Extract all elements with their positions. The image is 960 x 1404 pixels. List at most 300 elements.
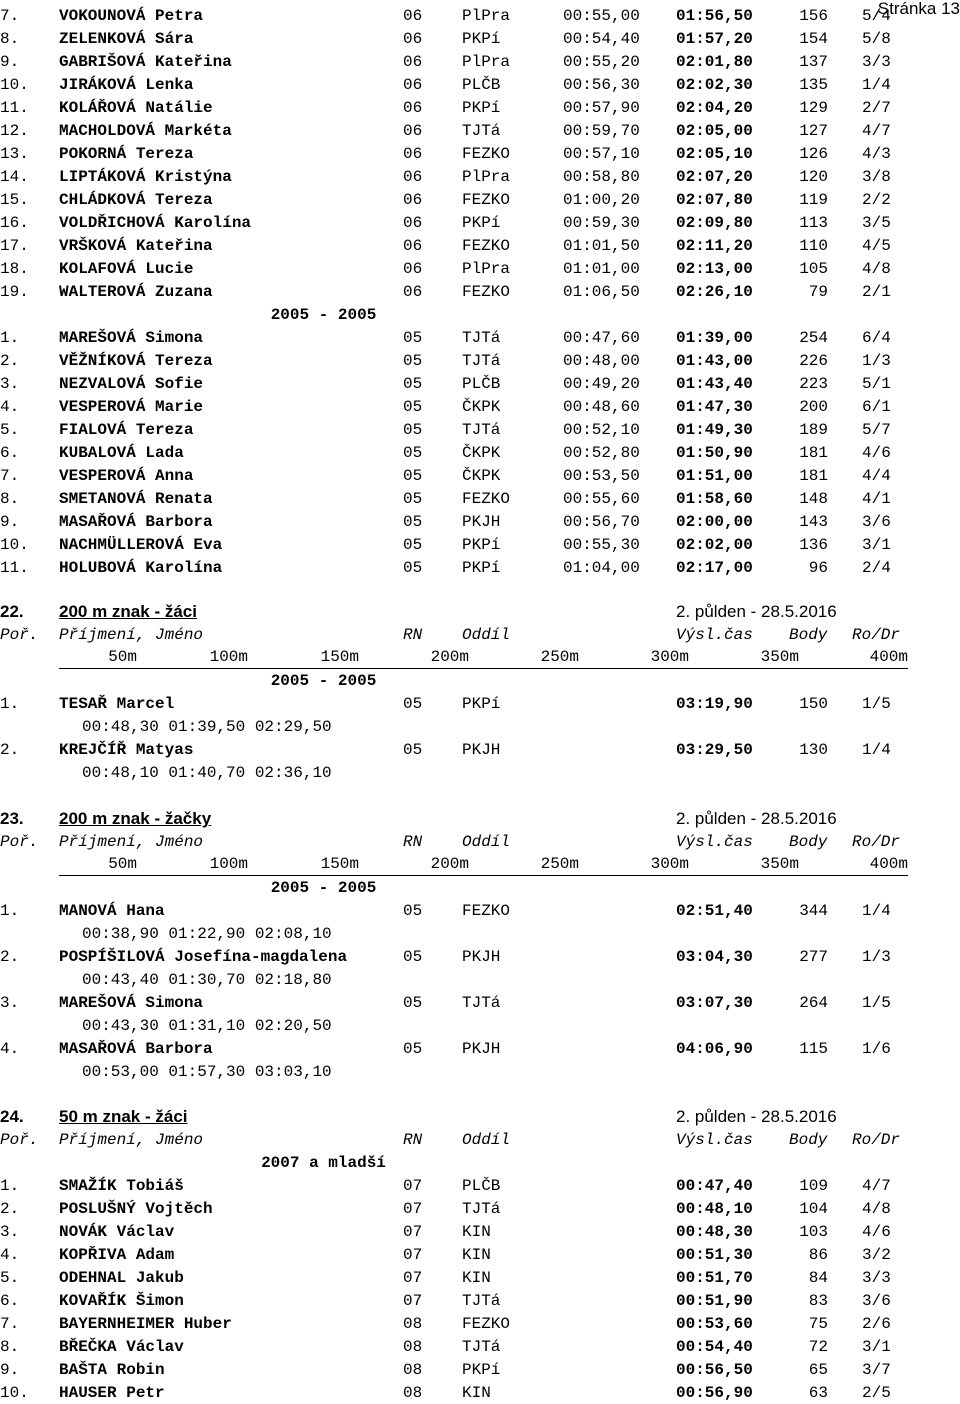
- heat-lane: 4/3: [862, 145, 891, 163]
- category-heading: 2005 - 2005: [270, 306, 377, 324]
- swimmer-name: WALTEROVÁ Zuzana: [59, 283, 213, 301]
- rank: 1.: [0, 329, 20, 347]
- club: PKPí: [462, 214, 501, 232]
- club: KIN: [462, 1246, 491, 1264]
- distance-label: 150m: [320, 648, 359, 666]
- swimmer-name: SMETANOVÁ Renata: [59, 490, 213, 508]
- result-time: 01:43,40: [676, 375, 753, 393]
- club: PKPí: [462, 30, 501, 48]
- swimmer-name: POSPÍŠILOVÁ Josefína-magdalena: [59, 948, 348, 966]
- swimmer-name: GABRIŠOVÁ Kateřina: [59, 53, 232, 71]
- split-time: 00:48,60: [563, 398, 640, 416]
- points: 109: [799, 1177, 828, 1195]
- points: 110: [799, 237, 828, 255]
- rank: 8.: [0, 1338, 20, 1356]
- event-number: 24.: [0, 1107, 24, 1126]
- birth-year: 05: [403, 329, 423, 347]
- club: PlPra: [462, 53, 511, 71]
- birth-year: 06: [403, 191, 423, 209]
- header-rank: Poř.: [0, 1131, 39, 1149]
- result-time: 00:51,90: [676, 1292, 753, 1310]
- header-club: Oddíl: [462, 833, 511, 851]
- heat-lane: 1/3: [862, 948, 891, 966]
- club: PLČB: [462, 76, 501, 94]
- result-time: 02:51,40: [676, 902, 753, 920]
- heat-lane: 4/6: [862, 444, 891, 462]
- birth-year: 08: [403, 1384, 423, 1402]
- heat-lane: 5/7: [862, 421, 891, 439]
- heat-lane: 1/5: [862, 994, 891, 1012]
- club: PlPra: [462, 7, 511, 25]
- club: FEZKO: [462, 283, 511, 301]
- club: PKJH: [462, 741, 501, 759]
- birth-year: 05: [403, 536, 423, 554]
- points: 84: [808, 1269, 828, 1287]
- points: 264: [799, 994, 828, 1012]
- swimmer-name: MAREŠOVÁ Simona: [59, 329, 204, 347]
- heat-lane: 3/1: [862, 536, 891, 554]
- birth-year: 06: [403, 168, 423, 186]
- rank: 14.: [0, 168, 29, 186]
- club: KIN: [462, 1269, 491, 1287]
- rank: 8.: [0, 30, 20, 48]
- club: PKPí: [462, 1361, 501, 1379]
- split-time: 00:59,30: [563, 214, 640, 232]
- birth-year: 07: [403, 1177, 423, 1195]
- distance-label: 350m: [760, 855, 799, 873]
- result-time: 00:54,40: [676, 1338, 753, 1356]
- heat-lane: 5/4: [862, 7, 891, 25]
- heat-lane: 6/1: [862, 398, 891, 416]
- points: 120: [799, 168, 828, 186]
- distance-label: 400m: [869, 855, 908, 873]
- birth-year: 06: [403, 260, 423, 278]
- birth-year: 05: [403, 695, 423, 713]
- split-time: 00:56,70: [563, 513, 640, 531]
- club: TJTá: [462, 1200, 501, 1218]
- result-time: 02:01,80: [676, 53, 753, 71]
- club: KIN: [462, 1384, 491, 1402]
- club: FEZKO: [462, 1315, 511, 1333]
- points: 105: [799, 260, 828, 278]
- club: PlPra: [462, 168, 511, 186]
- heat-lane: 3/8: [862, 168, 891, 186]
- club: PLČB: [462, 1177, 501, 1195]
- rank: 5.: [0, 421, 20, 439]
- event-number: 22.: [0, 602, 24, 621]
- result-time: 02:09,80: [676, 214, 753, 232]
- club: FEZKO: [462, 902, 511, 920]
- distance-label: 50m: [108, 648, 137, 666]
- page-label: Stránka 13: [877, 0, 960, 18]
- swimmer-name: KOVAŘÍK Šimon: [59, 1292, 184, 1310]
- swimmer-name: NOVÁK Václav: [59, 1223, 175, 1241]
- rank: 10.: [0, 76, 29, 94]
- birth-year: 05: [403, 513, 423, 531]
- event-title: 200 m znak - žáci: [59, 602, 197, 621]
- result-time: 01:57,20: [676, 30, 753, 48]
- points: 63: [808, 1384, 828, 1402]
- result-time: 03:29,50: [676, 741, 753, 759]
- split-time: 00:49,20: [563, 375, 640, 393]
- swimmer-name: KREJČÍŘ Matyas: [59, 741, 194, 759]
- distance-label: 300m: [650, 855, 689, 873]
- points: 189: [799, 421, 828, 439]
- points: 119: [799, 191, 828, 209]
- club: FEZKO: [462, 490, 511, 508]
- birth-year: 06: [403, 122, 423, 140]
- heat-lane: 1/5: [862, 695, 891, 713]
- heat-lane: 3/3: [862, 53, 891, 71]
- points: 135: [799, 76, 828, 94]
- club: TJTá: [462, 1292, 501, 1310]
- birth-year: 07: [403, 1292, 423, 1310]
- event-date: 2. půlden - 28.5.2016: [676, 602, 837, 621]
- event-date: 2. půlden - 28.5.2016: [676, 809, 837, 828]
- rank: 15.: [0, 191, 29, 209]
- club: PKJH: [462, 948, 501, 966]
- birth-year: 07: [403, 1246, 423, 1264]
- heat-lane: 5/1: [862, 375, 891, 393]
- points: 130: [799, 741, 828, 759]
- points: 226: [799, 352, 828, 370]
- rank: 18.: [0, 260, 29, 278]
- points: 150: [799, 695, 828, 713]
- split-times: 00:43,40 01:30,70 02:18,80: [82, 971, 332, 989]
- swimmer-name: KOPŘIVA Adam: [59, 1246, 175, 1264]
- points: 129: [799, 99, 828, 117]
- club: TJTá: [462, 994, 501, 1012]
- points: 127: [799, 122, 828, 140]
- header-birth-year: RN: [403, 626, 423, 644]
- split-time: 01:06,50: [563, 283, 640, 301]
- swimmer-name: VESPEROVÁ Marie: [59, 398, 204, 416]
- rank: 13.: [0, 145, 29, 163]
- rank: 10.: [0, 536, 29, 554]
- distance-label: 400m: [869, 648, 908, 666]
- split-time: 00:55,20: [563, 53, 640, 71]
- rank: 9.: [0, 53, 20, 71]
- event-date: 2. půlden - 28.5.2016: [676, 1107, 837, 1126]
- rank: 4.: [0, 1040, 20, 1058]
- event-title: 200 m znak - žačky: [59, 809, 212, 828]
- rank: 10.: [0, 1384, 29, 1402]
- points: 181: [799, 467, 828, 485]
- header-time: Výsl.čas: [676, 1131, 753, 1149]
- split-time: 00:48,00: [563, 352, 640, 370]
- club: PKPí: [462, 536, 501, 554]
- birth-year: 05: [403, 741, 423, 759]
- split-time: 00:52,10: [563, 421, 640, 439]
- heat-lane: 2/1: [862, 283, 891, 301]
- club: ČKPK: [462, 467, 501, 485]
- rank: 1.: [0, 902, 20, 920]
- heat-lane: 4/6: [862, 1223, 891, 1241]
- birth-year: 05: [403, 375, 423, 393]
- swimmer-name: JIRÁKOVÁ Lenka: [59, 76, 194, 94]
- points: 136: [799, 536, 828, 554]
- swimmer-name: BŘEČKA Václav: [59, 1338, 184, 1356]
- split-time: 00:57,10: [563, 145, 640, 163]
- result-time: 02:00,00: [676, 513, 753, 531]
- birth-year: 05: [403, 559, 423, 577]
- swimmer-name: MACHOLDOVÁ Markéta: [59, 122, 232, 140]
- birth-year: 06: [403, 214, 423, 232]
- birth-year: 07: [403, 1269, 423, 1287]
- swimmer-name: TESAŘ Marcel: [59, 695, 175, 713]
- club: FEZKO: [462, 145, 511, 163]
- split-time: 01:01,50: [563, 237, 640, 255]
- points: 72: [808, 1338, 828, 1356]
- points: 200: [799, 398, 828, 416]
- swimmer-name: VOLDŘICHOVÁ Karolína: [59, 214, 252, 232]
- result-time: 03:07,30: [676, 994, 753, 1012]
- rank: 19.: [0, 283, 29, 301]
- rank: 2.: [0, 948, 20, 966]
- club: ČKPK: [462, 398, 501, 416]
- heat-lane: 2/4: [862, 559, 891, 577]
- split-time: 01:00,20: [563, 191, 640, 209]
- rank: 1.: [0, 1177, 20, 1195]
- distance-label: 150m: [320, 855, 359, 873]
- rank: 11.: [0, 559, 29, 577]
- result-time: 02:04,20: [676, 99, 753, 117]
- rank: 7.: [0, 467, 20, 485]
- split-time: 01:01,00: [563, 260, 640, 278]
- club: TJTá: [462, 1338, 501, 1356]
- heat-lane: 2/2: [862, 191, 891, 209]
- distance-header: [59, 646, 908, 669]
- heat-lane: 4/8: [862, 1200, 891, 1218]
- event-title: 50 m znak - žáci: [59, 1107, 188, 1126]
- club: PlPra: [462, 260, 511, 278]
- split-time: 00:54,40: [563, 30, 640, 48]
- heat-lane: 2/6: [862, 1315, 891, 1333]
- birth-year: 06: [403, 53, 423, 71]
- heat-lane: 2/7: [862, 99, 891, 117]
- rank: 9.: [0, 513, 20, 531]
- split-time: 00:55,30: [563, 536, 640, 554]
- result-time: 02:17,00: [676, 559, 753, 577]
- rank: 5.: [0, 1269, 20, 1287]
- heat-lane: 3/6: [862, 513, 891, 531]
- heat-lane: 4/8: [862, 260, 891, 278]
- event-number: 23.: [0, 809, 24, 828]
- header-time: Výsl.čas: [676, 626, 753, 644]
- heat-lane: 1/4: [862, 741, 891, 759]
- heat-lane: 4/5: [862, 237, 891, 255]
- heat-lane: 1/6: [862, 1040, 891, 1058]
- birth-year: 06: [403, 30, 423, 48]
- result-time: 01:47,30: [676, 398, 753, 416]
- club: ČKPK: [462, 444, 501, 462]
- rank: 7.: [0, 1315, 20, 1333]
- birth-year: 05: [403, 994, 423, 1012]
- header-name: Příjmení, Jméno: [59, 833, 204, 851]
- header-name: Příjmení, Jméno: [59, 626, 204, 644]
- split-time: 01:04,00: [563, 559, 640, 577]
- points: 83: [808, 1292, 828, 1310]
- category-heading: 2007 a mladší: [261, 1154, 386, 1172]
- header-points: Body: [789, 833, 828, 851]
- swimmer-name: MASAŘOVÁ Barbora: [59, 513, 213, 531]
- result-time: 02:02,00: [676, 536, 753, 554]
- birth-year: 08: [403, 1338, 423, 1356]
- swimmer-name: VRŠKOVÁ Kateřina: [59, 237, 213, 255]
- swimmer-name: HOLUBOVÁ Karolína: [59, 559, 223, 577]
- heat-lane: 3/2: [862, 1246, 891, 1264]
- points: 137: [799, 53, 828, 71]
- points: 154: [799, 30, 828, 48]
- rank: 6.: [0, 444, 20, 462]
- swimmer-name: HAUSER Petr: [59, 1384, 165, 1402]
- swimmer-name: SMAŽÍK Tobiáš: [59, 1177, 184, 1195]
- result-time: 01:58,60: [676, 490, 753, 508]
- heat-lane: 1/3: [862, 352, 891, 370]
- heat-lane: 1/4: [862, 902, 891, 920]
- swimmer-name: KUBALOVÁ Lada: [59, 444, 184, 462]
- birth-year: 05: [403, 902, 423, 920]
- birth-year: 06: [403, 7, 423, 25]
- split-time: 00:55,00: [563, 7, 640, 25]
- birth-year: 07: [403, 1223, 423, 1241]
- birth-year: 05: [403, 948, 423, 966]
- points: 223: [799, 375, 828, 393]
- points: 65: [808, 1361, 828, 1379]
- swimmer-name: VOKOUNOVÁ Petra: [59, 7, 204, 25]
- rank: 17.: [0, 237, 29, 255]
- points: 103: [799, 1223, 828, 1241]
- swimmer-name: MANOVÁ Hana: [59, 902, 165, 920]
- club: PLČB: [462, 375, 501, 393]
- result-time: 00:51,70: [676, 1269, 753, 1287]
- birth-year: 05: [403, 421, 423, 439]
- club: PKPí: [462, 695, 501, 713]
- distance-label: 200m: [430, 648, 469, 666]
- result-time: 02:05,00: [676, 122, 753, 140]
- swimmer-name: BAŠTA Robin: [59, 1361, 165, 1379]
- split-times: 00:48,10 01:40,70 02:36,10: [82, 764, 332, 782]
- heat-lane: 3/3: [862, 1269, 891, 1287]
- heat-lane: 4/7: [862, 122, 891, 140]
- distance-header: [59, 853, 908, 876]
- header-club: Oddíl: [462, 1131, 511, 1149]
- points: 344: [799, 902, 828, 920]
- points: 104: [799, 1200, 828, 1218]
- rank: 2.: [0, 352, 20, 370]
- heat-lane: 1/4: [862, 76, 891, 94]
- birth-year: 06: [403, 76, 423, 94]
- heat-lane: 3/1: [862, 1338, 891, 1356]
- birth-year: 06: [403, 145, 423, 163]
- heat-lane: 2/5: [862, 1384, 891, 1402]
- club: PKJH: [462, 513, 501, 531]
- swimmer-name: FIALOVÁ Tereza: [59, 421, 194, 439]
- result-time: 02:05,10: [676, 145, 753, 163]
- heat-lane: 3/6: [862, 1292, 891, 1310]
- result-time: 00:53,60: [676, 1315, 753, 1333]
- result-time: 01:43,00: [676, 352, 753, 370]
- header-name: Příjmení, Jméno: [59, 1131, 204, 1149]
- club: PKJH: [462, 1040, 501, 1058]
- birth-year: 08: [403, 1361, 423, 1379]
- birth-year: 06: [403, 283, 423, 301]
- swimmer-name: NACHMÜLLEROVÁ Eva: [59, 536, 223, 554]
- distance-label: 300m: [650, 648, 689, 666]
- result-time: 00:51,30: [676, 1246, 753, 1264]
- birth-year: 07: [403, 1200, 423, 1218]
- birth-year: 05: [403, 490, 423, 508]
- split-time: 00:57,90: [563, 99, 640, 117]
- split-times: 00:38,90 01:22,90 02:08,10: [82, 925, 332, 943]
- birth-year: 05: [403, 398, 423, 416]
- swimmer-name: LIPTÁKOVÁ Kristýna: [59, 168, 232, 186]
- split-time: 00:53,50: [563, 467, 640, 485]
- header-rank: Poř.: [0, 626, 39, 644]
- rank: 11.: [0, 99, 29, 117]
- result-time: 01:50,90: [676, 444, 753, 462]
- result-time: 04:06,90: [676, 1040, 753, 1058]
- split-times: 00:43,30 01:31,10 02:20,50: [82, 1017, 332, 1035]
- rank: 8.: [0, 490, 20, 508]
- heat-lane: 4/4: [862, 467, 891, 485]
- rank: 4.: [0, 398, 20, 416]
- result-time: 01:49,30: [676, 421, 753, 439]
- result-time: 01:51,00: [676, 467, 753, 485]
- distance-label: 200m: [430, 855, 469, 873]
- split-time: 00:58,80: [563, 168, 640, 186]
- swimmer-name: CHLÁDKOVÁ Tereza: [59, 191, 213, 209]
- header-heat-lane: Ro/Dr: [852, 833, 901, 851]
- category-heading: 2005 - 2005: [270, 879, 377, 897]
- birth-year: 08: [403, 1315, 423, 1333]
- split-time: 00:56,30: [563, 76, 640, 94]
- rank: 6.: [0, 1292, 20, 1310]
- birth-year: 06: [403, 237, 423, 255]
- distance-label: 250m: [540, 648, 579, 666]
- rank: 7.: [0, 7, 20, 25]
- rank: 4.: [0, 1246, 20, 1264]
- club: TJTá: [462, 122, 501, 140]
- rank: 3.: [0, 375, 20, 393]
- points: 143: [799, 513, 828, 531]
- result-time: 00:56,50: [676, 1361, 753, 1379]
- header-club: Oddíl: [462, 626, 511, 644]
- swimmer-name: ODEHNAL Jakub: [59, 1269, 184, 1287]
- header-birth-year: RN: [403, 833, 423, 851]
- birth-year: 05: [403, 444, 423, 462]
- result-time: 00:48,10: [676, 1200, 753, 1218]
- birth-year: 05: [403, 467, 423, 485]
- swimmer-name: VĚŽNÍKOVÁ Tereza: [59, 352, 213, 370]
- heat-lane: 4/1: [862, 490, 891, 508]
- swimmer-name: MAREŠOVÁ Simona: [59, 994, 204, 1012]
- header-points: Body: [789, 1131, 828, 1149]
- split-time: 00:47,60: [563, 329, 640, 347]
- header-time: Výsl.čas: [676, 833, 753, 851]
- split-time: 00:59,70: [563, 122, 640, 140]
- club: FEZKO: [462, 237, 511, 255]
- swimmer-name: MASAŘOVÁ Barbora: [59, 1040, 213, 1058]
- points: 86: [808, 1246, 828, 1264]
- result-time: 02:26,10: [676, 283, 753, 301]
- result-time: 03:19,90: [676, 695, 753, 713]
- split-time: 00:55,60: [563, 490, 640, 508]
- birth-year: 05: [403, 352, 423, 370]
- birth-year: 05: [403, 1040, 423, 1058]
- swimmer-name: POKORNÁ Tereza: [59, 145, 194, 163]
- distance-label: 100m: [209, 648, 248, 666]
